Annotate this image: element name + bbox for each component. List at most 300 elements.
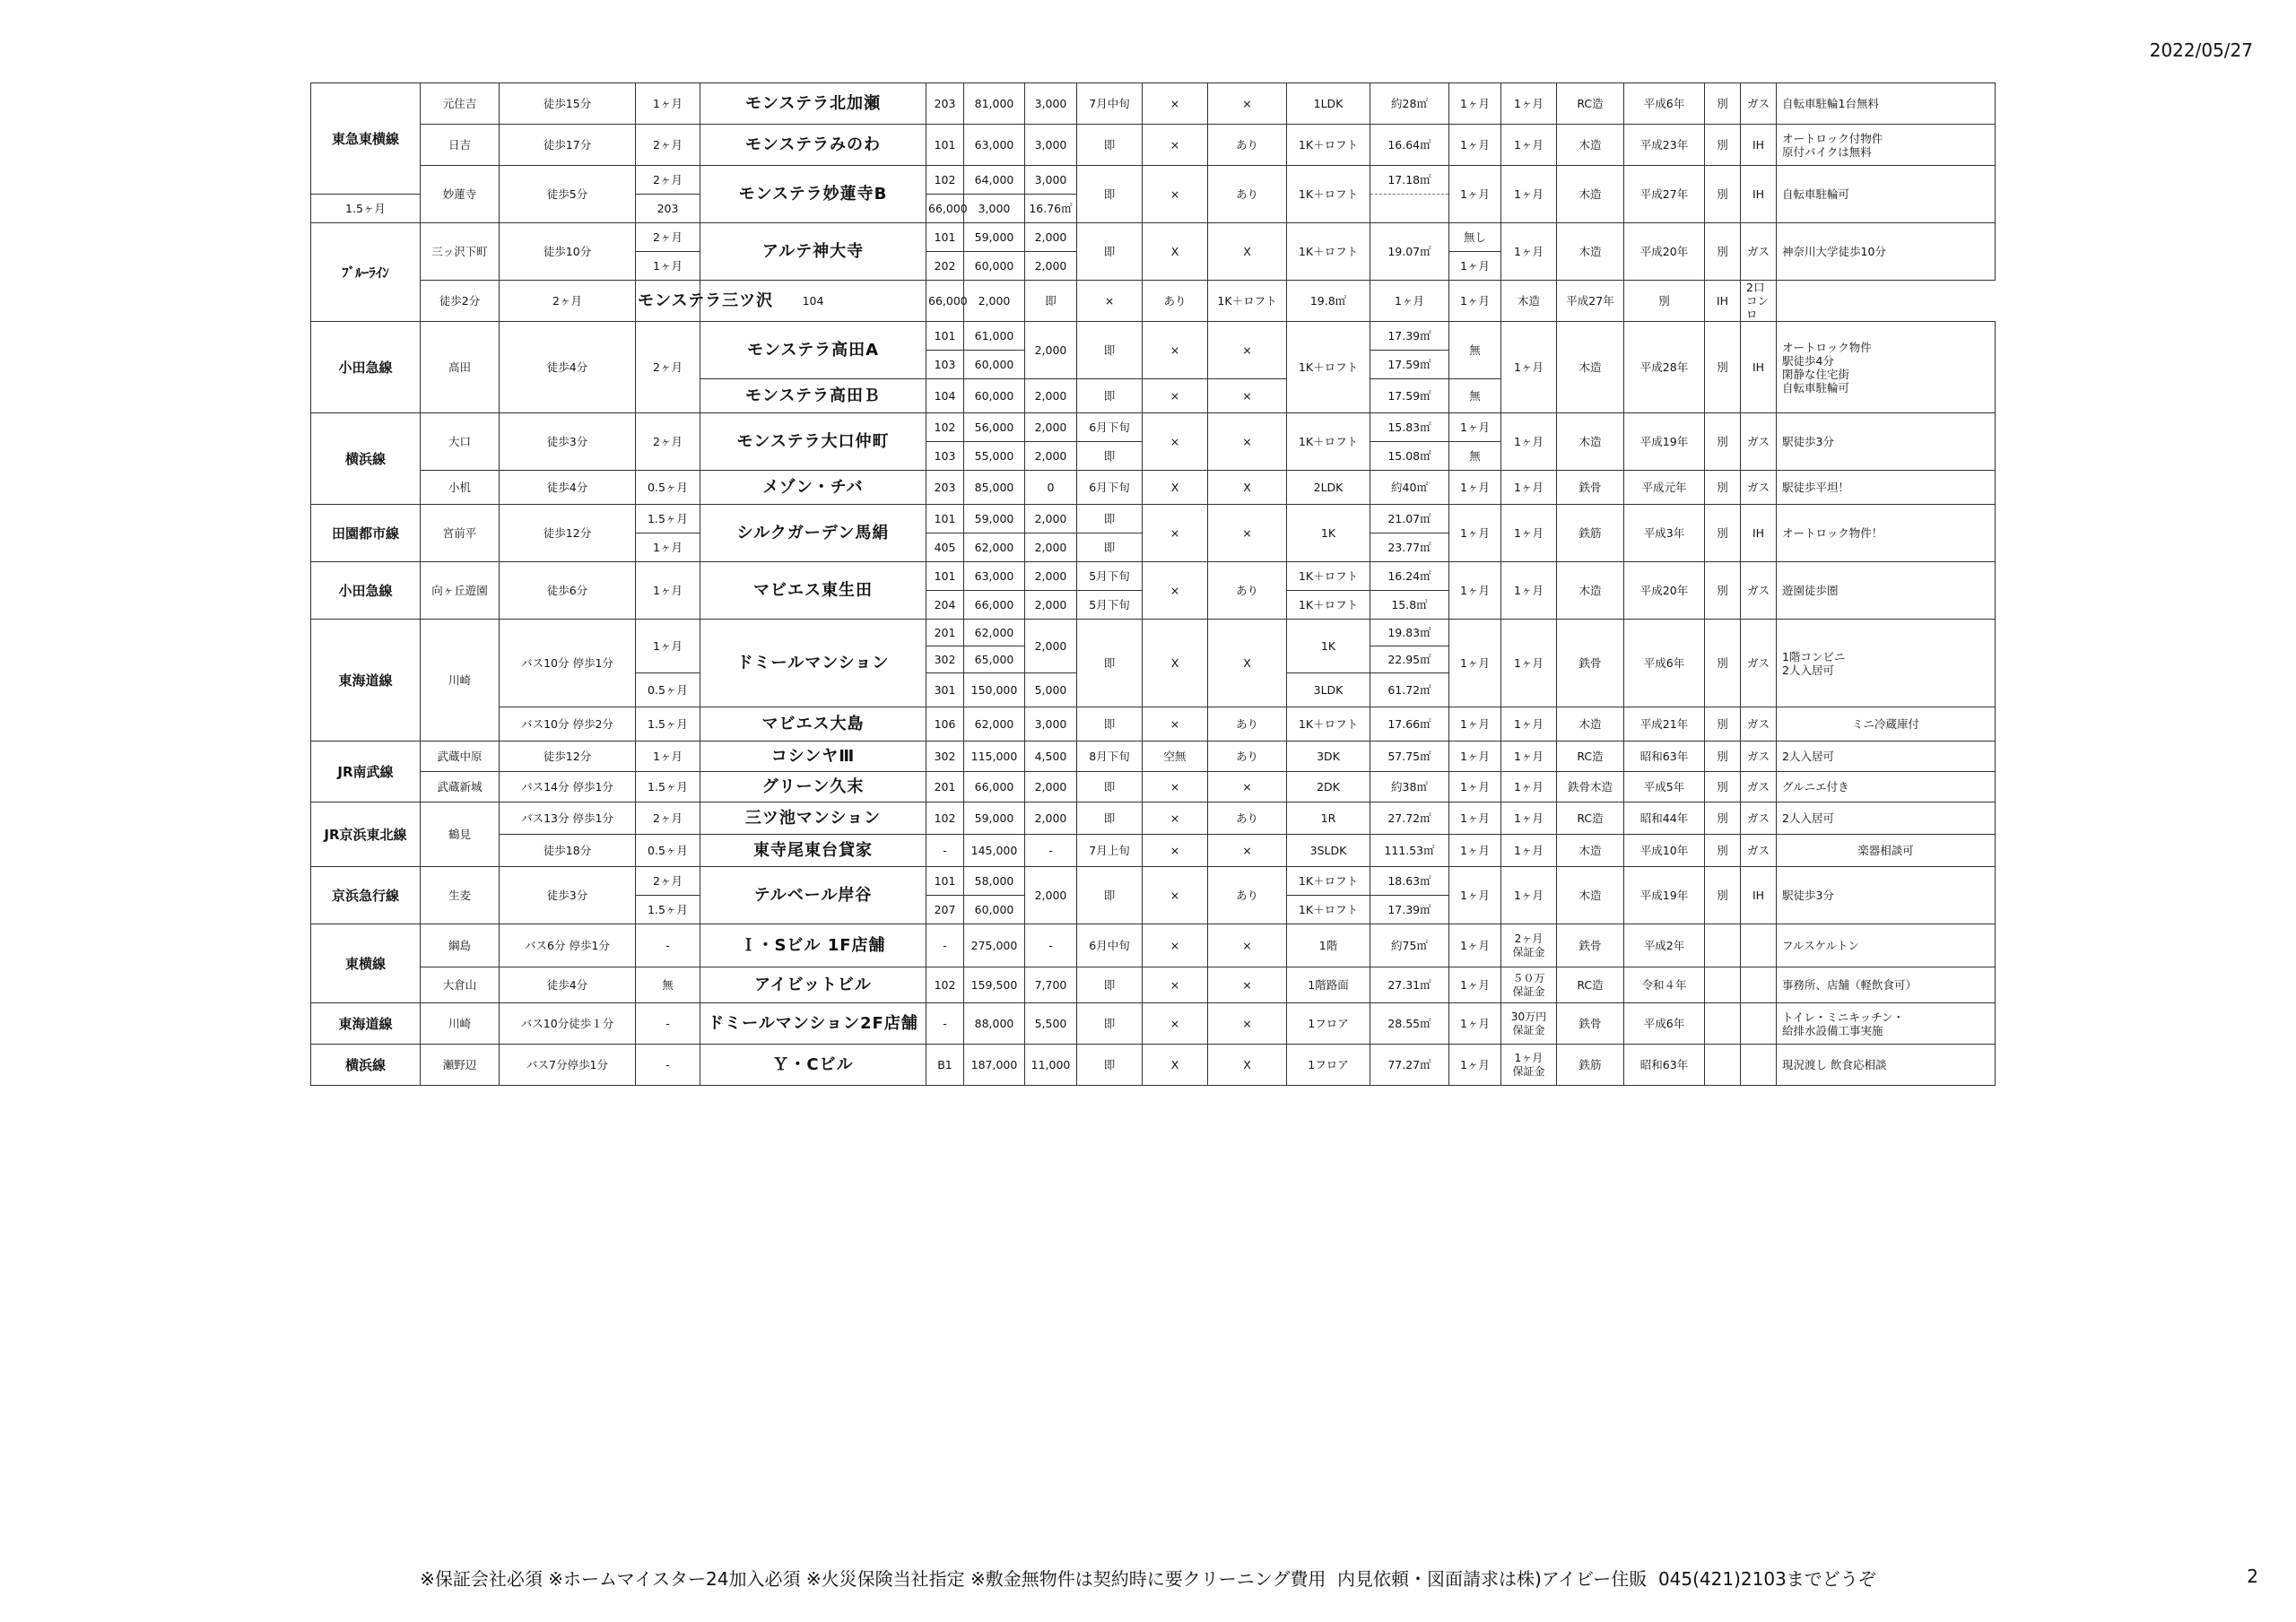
table-cell: 60,000 (964, 252, 1025, 281)
table-cell: 1ヶ月 (1501, 322, 1557, 413)
table-cell: 1ヶ月 (1501, 742, 1557, 772)
table-cell: 101 (926, 867, 964, 896)
table-row (311, 281, 1996, 322)
table-cell: 1ヶ月 (636, 620, 700, 673)
table-cell: 徒歩4分 (500, 967, 636, 1003)
page-number: 2 (2247, 1566, 2258, 1587)
table-cell: 1.5ヶ月 (636, 896, 700, 924)
table-cell: 駅徒歩3分 (1777, 413, 1996, 471)
table-cell: 即 (1077, 1045, 1143, 1086)
table-cell: テルベール岸谷 (700, 867, 926, 924)
table-cell: 1ヶ月 (1449, 83, 1501, 125)
table-cell: 木造 (1557, 223, 1624, 281)
table-cell: - (636, 1003, 700, 1045)
table-cell: 約38㎡ (1370, 772, 1449, 802)
table-cell: 即 (1025, 281, 1077, 322)
table-cell: 自転車駐輪可 (1777, 166, 1996, 223)
table-cell: 元住吉 (421, 83, 500, 125)
table-cell: 1K＋ロフト (1287, 867, 1370, 896)
table-cell: 鉄骨 (1557, 1003, 1624, 1045)
table-cell: × (1143, 379, 1208, 413)
table-cell: 別 (1624, 281, 1705, 322)
table-cell: 59,000 (964, 505, 1025, 533)
table-cell: 3,000 (1025, 707, 1077, 742)
table-cell: B1 (926, 1045, 964, 1086)
table-cell: 平成21年 (1624, 707, 1705, 742)
table-cell: 即 (1077, 967, 1143, 1003)
table-cell: × (1143, 835, 1208, 867)
table-cell: 1K＋ロフト (1287, 707, 1370, 742)
table-cell: バス10分 停歩1分 (500, 620, 636, 707)
table-cell: 2,000 (1025, 442, 1077, 471)
table-cell: 1ヶ月 (1449, 281, 1501, 322)
table-cell: 3,000 (1025, 83, 1077, 125)
table-cell: 61.72㎡ (1370, 673, 1449, 707)
table-cell: 1ヶ月 (636, 562, 700, 620)
table-cell: 1ヶ月 (1501, 707, 1557, 742)
table-cell: × (1208, 379, 1287, 413)
table-cell: ﾌﾞﾙｰﾗｲﾝ (311, 223, 421, 322)
table-cell: × (1208, 83, 1287, 125)
table-row (311, 1045, 1996, 1086)
table-cell: モンステラ高田Ｂ (700, 379, 926, 413)
table-cell: JR京浜東北線 (311, 802, 421, 867)
table-cell: あり (1143, 281, 1208, 322)
table-cell: 18.63㎡ (1370, 867, 1449, 896)
table-cell: × (1208, 505, 1287, 562)
table-cell: 徒歩12分 (500, 742, 636, 772)
table-cell: 111.53㎡ (1370, 835, 1449, 867)
table-cell: 2ヶ月 (636, 125, 700, 166)
table-cell: 1ヶ月 (636, 742, 700, 772)
table-cell: 平成6年 (1624, 83, 1705, 125)
table-cell: 小田急線 (311, 322, 421, 413)
table-cell: 17.59㎡ (1370, 379, 1449, 413)
table-cell: 201 (926, 620, 964, 646)
table-cell: 61,000 (964, 322, 1025, 351)
table-cell: 60,000 (964, 351, 1025, 379)
table-cell: 平成28年 (1624, 322, 1705, 413)
table-cell: モンステラ妙蓮寺B (700, 166, 926, 223)
table-cell: 102 (926, 967, 964, 1003)
table-cell: 無 (1449, 379, 1501, 413)
table-cell: 16.76㎡ (1025, 195, 1077, 223)
table-cell: × (1143, 772, 1208, 802)
table-cell: 202 (926, 252, 964, 281)
table-row (311, 83, 1996, 125)
table-cell: 即 (1077, 379, 1143, 413)
table-cell: IH (1705, 281, 1741, 322)
table-cell: 2口コンロ (1741, 281, 1777, 322)
table-cell: 鉄骨 (1557, 924, 1624, 967)
table-cell: 21.07㎡ (1370, 505, 1449, 533)
table-cell: 101 (926, 322, 964, 351)
table-cell: 1ヶ月 (1449, 772, 1501, 802)
table-cell: モンステラ北加瀬 (700, 83, 926, 125)
table-cell: 平成10年 (1624, 835, 1705, 867)
table-cell: 平成27年 (1624, 166, 1705, 223)
table-cell: 16.24㎡ (1370, 562, 1449, 591)
table-cell: 65,000 (964, 646, 1025, 673)
table-cell: 17.66㎡ (1370, 707, 1449, 742)
table-cell: 2,000 (1025, 802, 1077, 835)
table-cell: 平成23年 (1624, 125, 1705, 166)
table-cell: バス6分 停歩1分 (500, 924, 636, 967)
table-cell: ガス (1741, 802, 1777, 835)
table-cell: × (1208, 1003, 1287, 1045)
table-cell: 19.8㎡ (1287, 281, 1370, 322)
table-cell: 2ヶ月 (636, 166, 700, 195)
table-cell: - (926, 835, 964, 867)
table-cell: バス10分徒歩１分 (500, 1003, 636, 1045)
table-cell: ５０万 保証金 (1501, 967, 1557, 1003)
table-cell: X (1208, 223, 1287, 281)
table-cell: 駅徒歩平坦！ (1777, 471, 1996, 505)
table-cell: - (636, 924, 700, 967)
table-cell: 2,000 (964, 281, 1025, 322)
table-cell: 平成3年 (1624, 505, 1705, 562)
table-cell: 横浜線 (311, 413, 421, 505)
table-cell: 即 (1077, 125, 1143, 166)
table-cell: × (1143, 166, 1208, 223)
table-cell: - (926, 1003, 964, 1045)
table-row (311, 802, 1996, 835)
table-cell: 17.59㎡ (1370, 351, 1449, 379)
table-cell: 別 (1705, 166, 1741, 223)
table-cell: バス7分停歩1分 (500, 1045, 636, 1086)
table-cell: 1ヶ月 (1449, 471, 1501, 505)
table-cell: 徒歩17分 (500, 125, 636, 166)
table-cell: 81,000 (964, 83, 1025, 125)
table-cell: 102 (926, 413, 964, 442)
table-cell: 103 (926, 351, 964, 379)
table-cell: × (1208, 413, 1287, 471)
table-cell: 2,000 (1025, 322, 1077, 379)
table-cell: 15.08㎡ (1370, 442, 1449, 471)
table-cell: アイビットビル (700, 967, 926, 1003)
table-cell: 6月下旬 (1077, 413, 1143, 442)
table-cell: あり (1208, 867, 1287, 924)
table-cell: バス10分 停歩2分 (500, 707, 636, 742)
table-cell: 2,000 (1025, 591, 1077, 620)
table-cell: 1K＋ロフト (1287, 166, 1370, 223)
table-cell: 11,000 (1025, 1045, 1077, 1086)
table-cell: RC造 (1557, 742, 1624, 772)
table-cell: 301 (926, 673, 964, 707)
table-cell: 1.5ヶ月 (636, 505, 700, 533)
table-cell: 203 (926, 471, 964, 505)
table-cell: 4,500 (1025, 742, 1077, 772)
table-cell: 即 (1077, 223, 1143, 281)
table-cell: 62,000 (964, 620, 1025, 646)
table-cell: 鉄骨木造 (1557, 772, 1624, 802)
table-cell: 鉄骨 (1557, 471, 1624, 505)
table-cell: 別 (1705, 322, 1741, 413)
table-cell: 駅徒歩3分 (1777, 867, 1996, 924)
table-cell: - (926, 924, 964, 967)
table-row (311, 1003, 1996, 1045)
table-cell: × (1143, 802, 1208, 835)
table-cell: 即 (1077, 166, 1143, 223)
table-cell: 東海道線 (311, 620, 421, 742)
table-cell: 平成5年 (1624, 772, 1705, 802)
table-cell: 1階 (1287, 924, 1370, 967)
table-cell: ガス (1741, 223, 1777, 281)
table-row (311, 125, 1996, 166)
table-cell: 19.07㎡ (1370, 223, 1449, 281)
table-cell: 1LDK (1287, 83, 1370, 125)
table-cell: × (1143, 707, 1208, 742)
table-cell: 綱島 (421, 924, 500, 967)
table-cell: 即 (1077, 772, 1143, 802)
table-cell: 7月上旬 (1077, 835, 1143, 867)
table-cell: IH (1741, 125, 1777, 166)
table-cell: 2,000 (1025, 562, 1077, 591)
table-cell: 2ヶ月 (636, 223, 700, 252)
table-cell: 1ヶ月 保証金 (1501, 1045, 1557, 1086)
table-cell: オートロック付物件 原付バイクは無料 (1777, 125, 1996, 166)
table-cell: 1ヶ月 (1449, 166, 1501, 223)
table-cell: 1ヶ月 (1449, 924, 1501, 967)
table-cell: 1ヶ月 (1501, 505, 1557, 562)
table-cell: モンステラ高田A (700, 322, 926, 379)
table-cell: 1ヶ月 (1449, 562, 1501, 620)
table-cell: バス13分 停歩1分 (500, 802, 636, 835)
table-cell: 2ヶ月 (636, 802, 700, 835)
table-cell: 2,000 (1025, 379, 1077, 413)
table-cell: X (1143, 1045, 1208, 1086)
table-cell: 徒歩18分 (500, 835, 636, 867)
table-cell: 1ヶ月 (1449, 867, 1501, 924)
table-cell: 別 (1705, 223, 1741, 281)
table-cell: 102 (926, 802, 964, 835)
table-cell: 0.5ヶ月 (636, 673, 700, 707)
table-cell: 3,000 (964, 195, 1025, 223)
table-cell: 事務所、店舗（軽飲食可） (1777, 967, 1996, 1003)
table-cell: 1階コンビニ 2人入居可 (1777, 620, 1996, 707)
table-cell: 1ヶ月 (1449, 505, 1501, 562)
table-cell: シルクガーデン馬絹 (700, 505, 926, 562)
table-cell: 2LDK (1287, 471, 1370, 505)
table-cell: 神奈川大学徒歩10分 (1777, 223, 1996, 281)
table-cell: RC造 (1557, 967, 1624, 1003)
table-cell: 2,000 (1025, 867, 1077, 924)
table-cell: 2,000 (1025, 533, 1077, 562)
table-cell: 平成6年 (1624, 1003, 1705, 1045)
table-cell: 空無 (1143, 742, 1208, 772)
table-cell: 1ヶ月 (1449, 1003, 1501, 1045)
table-cell: 1K＋ロフト (1287, 896, 1370, 924)
table-cell: ガス (1741, 413, 1777, 471)
table-cell: 60,000 (964, 896, 1025, 924)
table-cell: 3,000 (1025, 166, 1077, 195)
table-cell: 徒歩3分 (500, 867, 636, 924)
table-cell: 57.75㎡ (1370, 742, 1449, 772)
table-cell: 1ヶ月 (1449, 252, 1501, 281)
table-cell: 東寺尾東台貸家 (700, 835, 926, 867)
table-cell: 64,000 (964, 166, 1025, 195)
table-cell: 5,000 (1025, 673, 1077, 707)
table-cell: 別 (1705, 562, 1741, 620)
table-cell: ガス (1741, 562, 1777, 620)
table-cell: ガス (1741, 772, 1777, 802)
property-listing-table (310, 82, 1996, 1086)
table-cell: 62,000 (964, 707, 1025, 742)
table-cell: 鉄筋 (1557, 505, 1624, 562)
table-cell: ガス (1741, 620, 1777, 707)
table-cell (1741, 1045, 1777, 1086)
table-cell: 302 (926, 646, 964, 673)
table-cell: 66,000 (926, 195, 964, 223)
table-cell: × (1077, 281, 1143, 322)
table-cell: ガス (1741, 83, 1777, 125)
table-cell: 0 (1025, 471, 1077, 505)
table-cell: 東横線 (311, 924, 421, 1003)
table-cell: 別 (1705, 835, 1741, 867)
table-cell: 川崎 (421, 620, 500, 742)
table-cell: 201 (926, 772, 964, 802)
table-cell: 京浜急行線 (311, 867, 421, 924)
table-cell: 103 (926, 442, 964, 471)
table-cell: × (1208, 835, 1287, 867)
table-cell: 3SLDK (1287, 835, 1370, 867)
table-cell: オートロック物件！ (1777, 505, 1996, 562)
table-cell: 2,000 (1025, 620, 1077, 673)
table-cell: 1ヶ月 (1501, 166, 1557, 223)
table-cell: あり (1208, 562, 1287, 620)
table-cell: 徒歩10分 (500, 223, 636, 281)
table-cell: × (1143, 1003, 1208, 1045)
table-cell: 85,000 (964, 471, 1025, 505)
table-cell: オートロック物件 駅徒歩4分 閑静な住宅街 自転車駐輪可 (1777, 322, 1996, 413)
table-cell: 徒歩6分 (500, 562, 636, 620)
table-cell: 横浜線 (311, 1045, 421, 1086)
table-row (311, 505, 1996, 533)
table-cell: 1ヶ月 (636, 252, 700, 281)
table-cell: グルニエ付き (1777, 772, 1996, 802)
table-cell: 川崎 (421, 1003, 500, 1045)
table-cell: 別 (1705, 802, 1741, 835)
table-cell: 17.18㎡ (1370, 166, 1449, 195)
table-cell: 別 (1705, 620, 1741, 707)
table-cell: 159,500 (964, 967, 1025, 1003)
table-cell: 大倉山 (421, 967, 500, 1003)
table-cell: 27.31㎡ (1370, 967, 1449, 1003)
table-cell: 62,000 (964, 533, 1025, 562)
table-cell: 高田 (421, 322, 500, 413)
table-cell: 昭和63年 (1624, 1045, 1705, 1086)
table-cell: 1ヶ月 (1501, 223, 1557, 281)
table-cell: 1K＋ロフト (1287, 562, 1370, 591)
table-cell: 1ヶ月 (1449, 620, 1501, 707)
table-cell: あり (1208, 802, 1287, 835)
table-cell (1741, 967, 1777, 1003)
table-cell: 88,000 (964, 1003, 1025, 1045)
table-cell: × (1143, 83, 1208, 125)
table-cell: トイレ・ミニキッチン・ 給排水設備工事実施 (1777, 1003, 1996, 1045)
table-cell: 203 (636, 195, 700, 223)
table-cell: 2人入居可 (1777, 802, 1996, 835)
table-cell: 104 (700, 281, 926, 322)
table-cell: IH (1741, 867, 1777, 924)
table-cell: 1階路面 (1287, 967, 1370, 1003)
table-cell: 1ヶ月 (1501, 772, 1557, 802)
table-cell: 1K＋ロフト (1208, 281, 1287, 322)
table-cell: 3,000 (1025, 125, 1077, 166)
table-row (311, 166, 1996, 195)
table-cell: 東海道線 (311, 1003, 421, 1045)
table-cell: 56,000 (964, 413, 1025, 442)
table-cell (1741, 1003, 1777, 1045)
table-cell: 1K＋ロフト (1287, 591, 1370, 620)
footer-notice: ※保証会社必須 ※ホームマイスター24加入必須 ※火災保険当社指定 ※敷金無物件は契約時に要クリーニング費用 内見依頼・図面請求は株)アイビー住販 045(421)2103までどうぞ (420, 1568, 1876, 1590)
table-cell: 1ヶ月 (1501, 802, 1557, 835)
table-cell: 1ヶ月 (636, 83, 700, 125)
table-cell: 平成元年 (1624, 471, 1705, 505)
table-cell: 1ヶ月 (1501, 562, 1557, 620)
table-cell: 即 (1077, 322, 1143, 379)
table-cell: X (1143, 471, 1208, 505)
table-cell: メゾン・チバ (700, 471, 926, 505)
table-cell: 19.83㎡ (1370, 620, 1449, 646)
table-cell: アルテ神大寺 (700, 223, 926, 281)
table-cell: 66,000 (964, 591, 1025, 620)
table-cell: 別 (1705, 707, 1741, 742)
table-cell: 鉄骨 (1557, 620, 1624, 707)
table-cell: 即 (1077, 505, 1143, 533)
table-cell: ドミールマンション (700, 620, 926, 707)
table-cell: 三ツ池マンション (700, 802, 926, 835)
table-cell (1705, 1045, 1741, 1086)
table-cell: 115,000 (964, 742, 1025, 772)
table-cell: 平成27年 (1557, 281, 1624, 322)
table-cell: 無し (1449, 223, 1501, 252)
table-cell: 平成20年 (1624, 223, 1705, 281)
table-cell: 16.64㎡ (1370, 125, 1449, 166)
table-cell: - (1025, 924, 1077, 967)
table-row (311, 772, 1996, 802)
table-cell: 2,000 (1025, 505, 1077, 533)
table-cell: 現況渡し 飲食応相談 (1777, 1045, 1996, 1086)
table-cell: 武蔵中原 (421, 742, 500, 772)
table-cell: 木造 (1557, 166, 1624, 223)
table-cell: 5月下旬 (1077, 591, 1143, 620)
table-cell: × (1143, 867, 1208, 924)
table-cell: 即 (1077, 802, 1143, 835)
table-cell: X (1208, 1045, 1287, 1086)
table-cell: 自転車駐輪1台無料 (1777, 83, 1996, 125)
table-cell: X (1143, 620, 1208, 707)
table-cell: 田園都市線 (311, 505, 421, 562)
table-cell: 1ヶ月 (1501, 867, 1557, 924)
table-cell: 木造 (1557, 413, 1624, 471)
table-cell: 101 (926, 125, 964, 166)
table-cell (1705, 924, 1741, 967)
table-cell: 17.39㎡ (1370, 322, 1449, 351)
table-row (311, 322, 1996, 351)
table-cell: 1ヶ月 (1449, 1045, 1501, 1086)
table-cell: × (1143, 562, 1208, 620)
table-cell: 即 (1077, 867, 1143, 924)
table-cell: 203 (926, 83, 964, 125)
table-cell: 遊園徒歩圏 (1777, 562, 1996, 620)
table-cell: 生麦 (421, 867, 500, 924)
table-cell: 即 (1077, 442, 1143, 471)
table-cell: 小田急線 (311, 562, 421, 620)
table-cell: 木造 (1557, 125, 1624, 166)
table-cell: 302 (926, 742, 964, 772)
table-cell: 1フロア (1287, 1003, 1370, 1045)
